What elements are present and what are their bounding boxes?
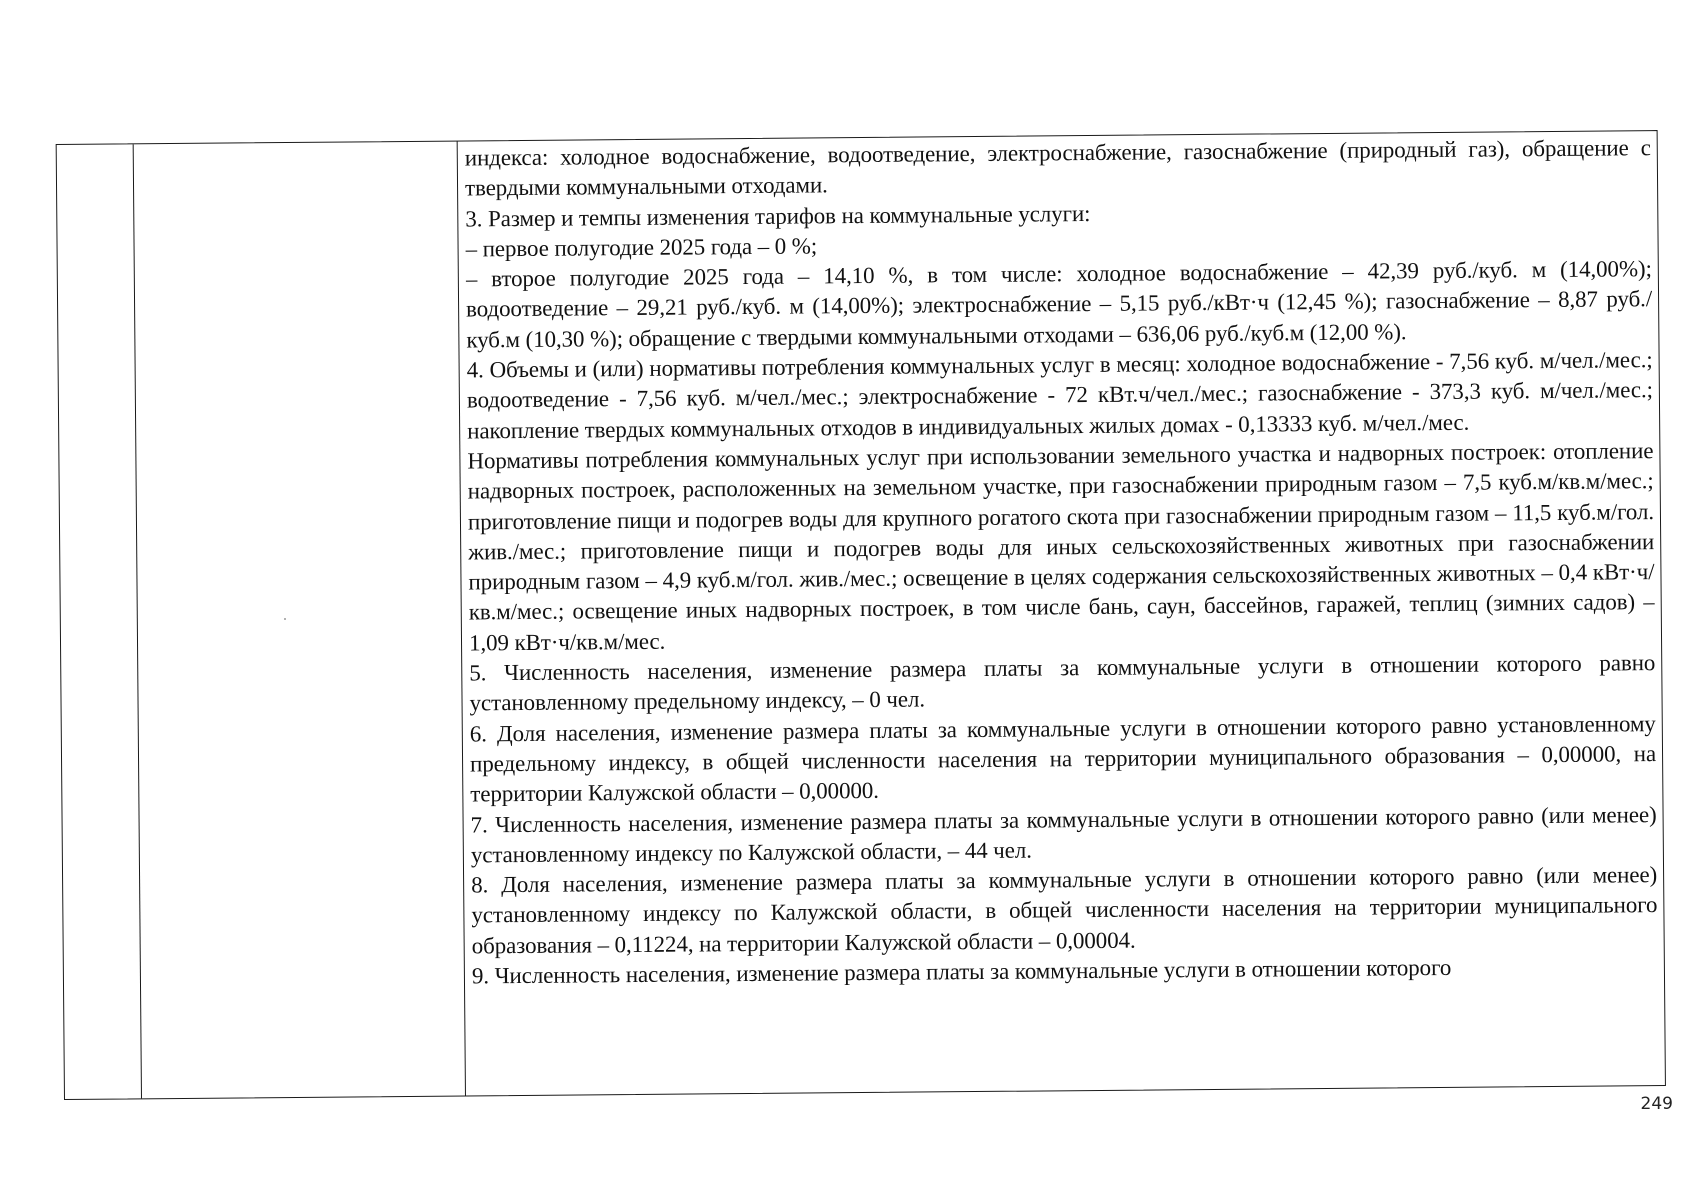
paragraph-tariff-heading: 3. Размер и темпы изменения тарифов на коммунальные услуги: (465, 200, 1091, 232)
paragraph-population-equal-limit: 5. Численность населения, изменение размера платы за коммунальные услуги в отношении которого равно установленному предельному индексу, – 0 чел. (469, 650, 1656, 716)
paragraph-population-item-9: 9. Численность населения, изменение размера платы за коммунальные услуги в отношении которого (471, 954, 1452, 989)
table-text-cell (465, 133, 1659, 1095)
scan-speck (284, 618, 286, 620)
document-table (56, 130, 1666, 1100)
paragraph-share-equal-limit: 6. Доля населения, изменение размера платы за коммунальные услуги в отношении которого равно установленному предельному индексу, в общей численности населения на территории муниципального образования – 0,00000, на территории Калужской области – 0,00000. (469, 710, 1657, 807)
table-column-divider-2 (457, 142, 466, 1096)
paragraph-second-half-2025: – второе полугодие 2025 года – 14,10 %, в том числе: холодное водоснабжение – 42,39 руб./куб. м (14,00%); водоотведение – 29,21 руб./куб. м (14,00%); электроснабжение – 5,15 руб./кВт·ч (12,45 %); газоснабжение – 8,87 руб./куб.м (10,30 %); обращение с твердыми коммунальными отходами – 636,06 руб./куб.м (12,00 %). (465, 256, 1653, 353)
paragraph-land-plot-norms: Нормативы потребления коммунальных услуг при использовании земельного участка и надворных построек: отопление надворных построек, расположенных на земельном участке, при газоснабжении природным газом – 7,5 куб.м/кв.м/мес.; приготовление пищи и подогрев воды для крупного рогатого скота при газоснабжении природным газом – 11,5 куб.м/гол. жив./мес.; приготовление пищи и подогрев воды для иных сельскохозяйственных животных при газоснабжении природным газом – 4,9 куб.м/гол. жив./мес.; освещение в целях содержания сельскохозяйственных животных – 0,4 кВт·ч/кв.м/мес.; освещение иных надворных построек, в том числе бань, саун, бассейнов, гаражей, теплиц (зимних садов) – 1,09 кВт·ч/кв.м/мес. (467, 438, 1655, 656)
paragraph-share-regional-index: 8. Доля населения, изменение размера платы за коммунальные услуги в отношении которого равно (или менее) установленному индексу по Калужской области, в общей численности населения на территории муниципального образования – 0,11224, на территории Калужской области – 0,00004. (471, 862, 1658, 959)
paragraph-consumption-volumes: 4. Объемы и (или) нормативы потребления коммунальных услуг в месяц: холодное водоснабжение - 7,56 куб. м/чел./мес.; водоотведение - 7,56 куб. м/чел./мес.; электроснабжение - 72 кВт.ч/чел./мес.; газоснабжение - 373,3 куб. м/чел./мес.; накопление твердых коммунальных отходов в индивидуальных жилых домах - 0,13333 куб. м/чел./мес. (466, 347, 1653, 444)
table-column-divider-1 (133, 144, 142, 1098)
paragraph-population-regional-index: 7. Численность населения, изменение размера платы за коммунальные услуги в отношении которого равно (или менее) установленному индексу по Калужской области, – 44 чел. (470, 801, 1657, 868)
paragraph-first-half-2025: – первое полугодие 2025 года – 0 %; (465, 233, 818, 262)
page-number: 249 (1640, 1094, 1673, 1114)
paragraph-index-continuation: индекса: холодное водоснабжение, водоотведение, электроснабжение, газоснабжение (природный газ), обращение с твердыми коммунальными отходами. (464, 135, 1651, 201)
